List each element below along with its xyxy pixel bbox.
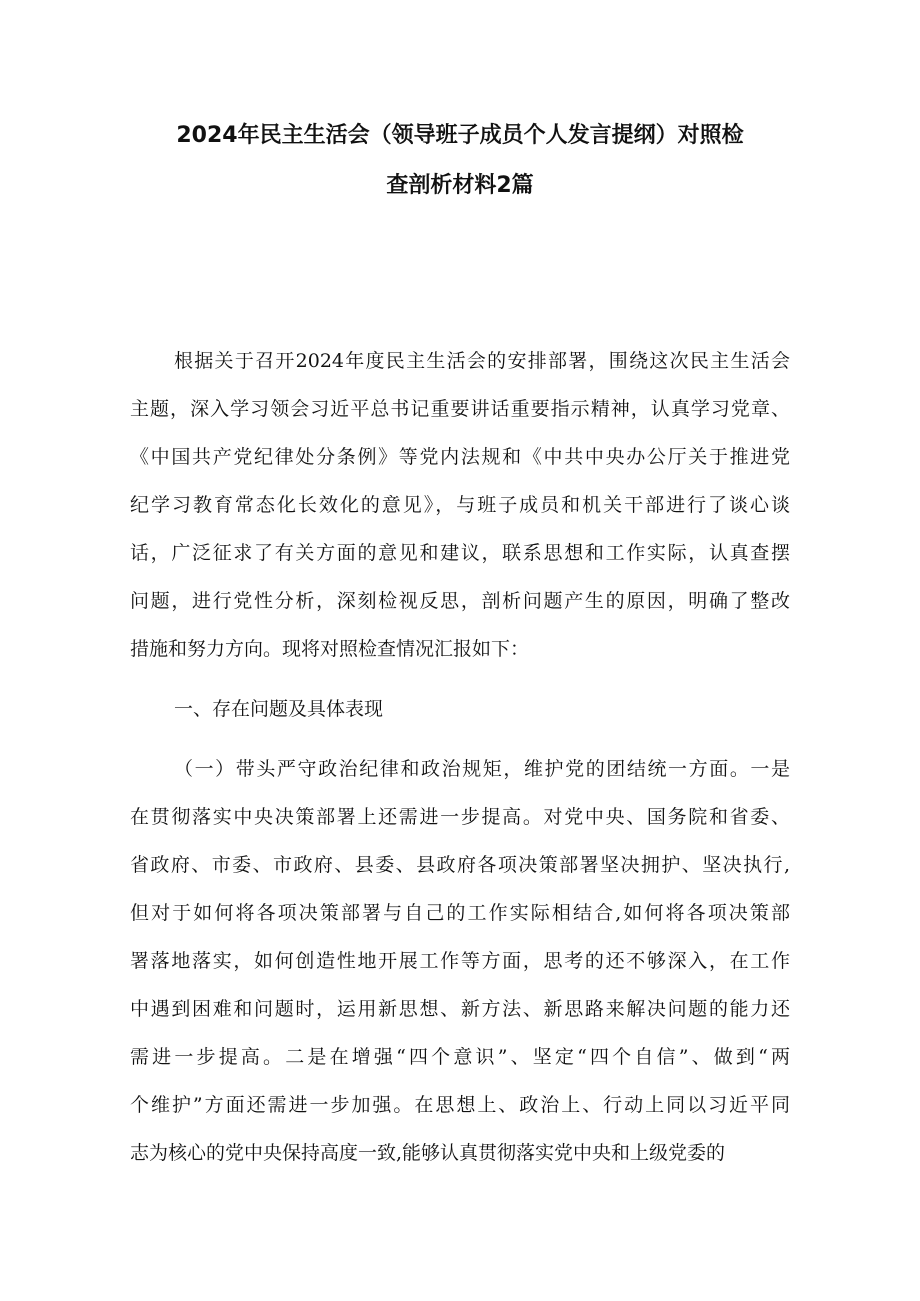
document-title-line-2: 查剖析材料2篇 <box>386 173 534 198</box>
body-line: 署落地落实，如何创造性地开展工作等方面，思考的还不够深入，在工作 <box>130 950 790 972</box>
intro-line: 主题，深入学习领会习近平总书记重要讲话重要指示精神，认真学习党章、 <box>130 398 790 420</box>
body-line: （一）带头严守政治纪律和政治规矩，维护党的团结统一方面。一是 <box>174 758 790 780</box>
section-heading: 一、存在问题及具体表现 <box>174 698 384 720</box>
document-title-line-1: 2024年民主生活会（领导班子成员个人发言提纲）对照检 <box>176 123 744 148</box>
intro-line: 措施和努力方向。现将对照检查情况汇报如下： <box>130 638 530 660</box>
body-line: 志为核心的党中央保持高度一致,能够认真贯彻落实党中央和上级党委的 <box>130 1142 726 1164</box>
body-line: 个维护”方面还需进一步加强。在思想上、政治上、行动上同以习近平同 <box>130 1094 790 1116</box>
body-line: 需进一步提高。二是在增强“四个意识”、坚定“四个自信”、做到“两 <box>130 1046 790 1068</box>
body-line: 中遇到困难和问题时，运用新思想、新方法、新思路来解决问题的能力还 <box>130 998 790 1020</box>
intro-line: 根据关于召开2024年度民主生活会的安排部署，围绕这次民主生活会 <box>174 350 790 372</box>
body-line: 在贯彻落实中央决策部署上还需进一步提高。对党中央、国务院和省委、 <box>130 806 790 828</box>
intro-line: 话，广泛征求了有关方面的意见和建议，联系思想和工作实际，认真查摆 <box>130 542 790 564</box>
intro-line: 问题，进行党性分析，深刻检视反思，剖析问题产生的原因，明确了整改 <box>130 590 790 612</box>
body-line: 但对于如何将各项决策部署与自己的工作实际相结合,如何将各项决策部 <box>130 902 790 924</box>
intro-line: 纪学习教育常态化长效化的意见》，与班子成员和机关干部进行了谈心谈 <box>130 494 790 516</box>
body-line: 省政府、市委、市政府、县委、县政府各项决策部署坚决拥护、坚决执行, <box>130 854 790 876</box>
intro-line: 《中国共产党纪律处分条例》等党内法规和《中共中央办公厅关于推进党 <box>130 446 790 468</box>
